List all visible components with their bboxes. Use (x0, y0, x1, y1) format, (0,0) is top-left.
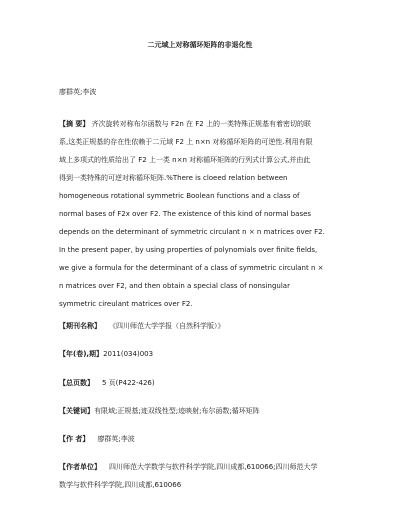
affiliation-field (59, 458, 349, 494)
abstract-line: we give a formula for the determinant of a class of symmetric circulant n × (59, 264, 324, 272)
field-label: 【作者单位】 (59, 463, 101, 471)
abstract-line: 系,这类正规基的存在性依赖于二元域 F2 上 n×n 对称循环矩阵的可逆性.利用有限 (59, 138, 313, 146)
field-value: 有限域;正规基;迹双线性型;迹映射;布尔函数;循环矩阵 (94, 407, 260, 415)
affiliation-line: 数学与软件科学学院,四川成都,610066 (59, 481, 182, 489)
affiliation-line (59, 458, 349, 476)
field-value: 《四川师范大学学报（自然科学版）》 (109, 322, 225, 330)
field-value: 2011(034)003 (103, 350, 154, 358)
abstract-line: normal bases of F2x over F2. The existence of this kind of normal bases (59, 210, 312, 218)
author-line: 廖群英;李波 (59, 88, 97, 96)
abstract-line: n matrices over F2, and then obtain a special class of nonsingular (59, 282, 290, 290)
field-value: 廖群英;李波 (97, 435, 135, 443)
abstract-label: 【摘 要】 (59, 120, 90, 128)
field-label: 【总页数】 (59, 379, 94, 387)
authors-field (59, 430, 349, 448)
abstract-block (59, 115, 349, 313)
field-value: 5 页(P422-426) (102, 379, 155, 387)
field-label: 【年(卷),期】 (59, 350, 104, 358)
field-value: 四川师范大学数学与软件科学学院,四川成都,610066;四川师范大学 (109, 463, 318, 471)
abstract-line: In the present paper, by using properties of polynomials over finite fields, (59, 246, 318, 254)
abstract-text: 齐次旋转对称布尔函数与 F2n 在 F2 上的一类特殊正规基有着密切的联 (91, 120, 311, 128)
abstract-line (59, 115, 349, 133)
journal-name-field (59, 317, 349, 335)
abstract-line: symmetric cireulant matrices over F2. (59, 300, 193, 308)
abstract-line: homogeneous rotational symmetric Boolean functions and a class of (59, 192, 300, 200)
page-count-field (59, 374, 349, 392)
paper-title: 二元域上对称循环矩阵的非退化性 (147, 41, 253, 49)
volume-issue-field (59, 345, 349, 363)
field-label: 【作 者】 (59, 435, 90, 443)
abstract-line: 得到一类特殊的可逆对称循环矩阵.%There is cloeed relation between (59, 174, 288, 182)
keywords-field (59, 402, 349, 420)
abstract-line: 域上多项式的性质给出了 F2 上一类 n×n 对称循环矩阵的行列式计算公式,并由此 (59, 156, 311, 164)
abstract-line: depends on the determinant of symmetric circulant n × n matrices over F2. (59, 228, 325, 236)
field-label: 【期刊名称】 (59, 322, 101, 330)
field-label: 【关键词】 (59, 407, 94, 415)
